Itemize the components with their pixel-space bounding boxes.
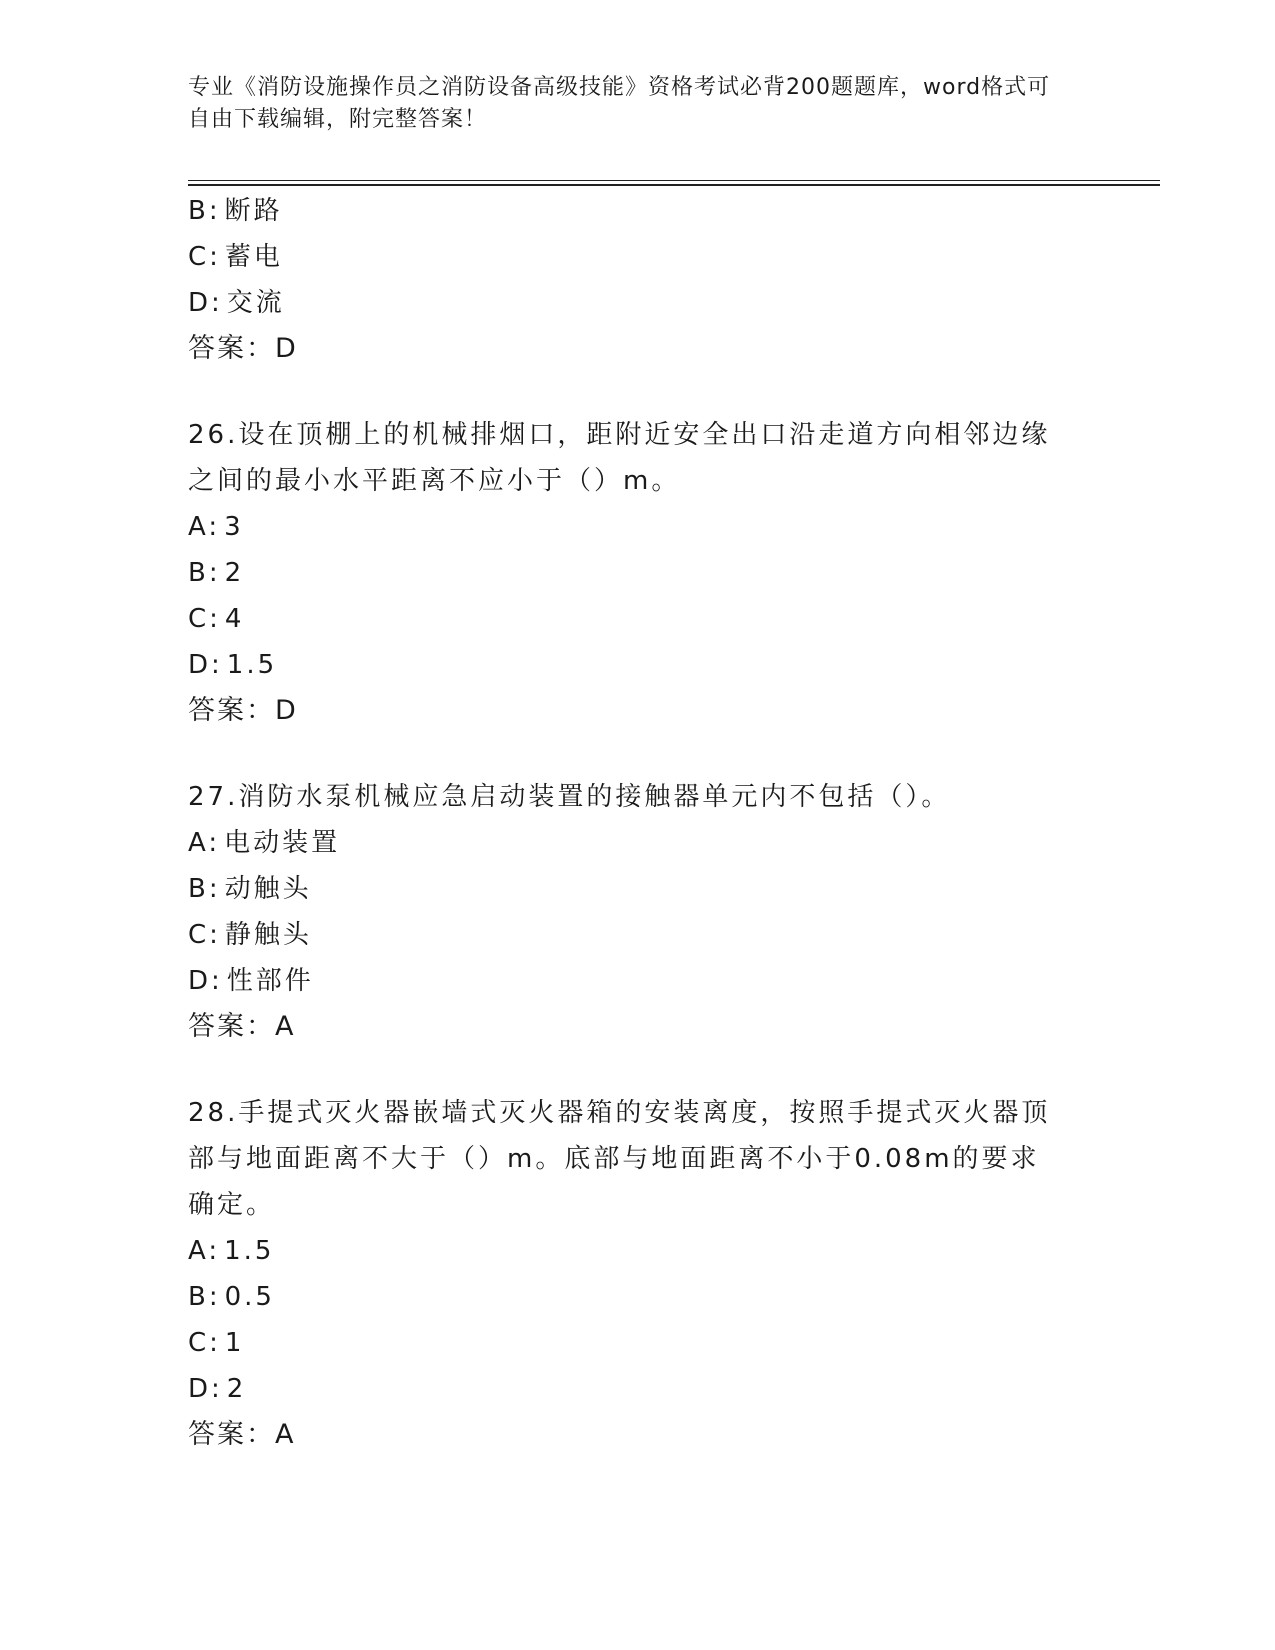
answer-line: 答案：A [188,1011,296,1042]
option-text: 1.5 [226,650,278,680]
option-c [188,234,1088,280]
option-text: 1.5 [224,1236,275,1266]
option-b [188,1274,1088,1320]
question-26 [188,412,1088,734]
previous-question-tail [188,188,1088,372]
option-text: 2 [226,1374,247,1404]
option-label: C: [188,242,221,272]
option-c [188,1320,1088,1366]
option-text: 3 [224,512,244,542]
header-divider-thick [188,184,1160,186]
answer-line: 答案：D [188,695,298,726]
option-b [188,550,1088,596]
option-d [188,1366,1088,1412]
option-text: 交流 [226,288,285,318]
question-text: 28.手提式灭火器嵌墙式灭火器箱的安装离度，按照手提式灭火器顶部与地面距离不大于（）m。底部与地面距离不小于0.08m的要求确定。 [188,1098,1051,1220]
question-list [188,188,1088,1458]
option-a [188,504,1088,550]
option-label: C: [188,604,221,634]
option-label: B: [188,874,221,904]
option-c [188,912,1088,958]
option-text: 0.5 [224,1282,275,1312]
option-text: 性部件 [226,966,314,996]
option-d [188,642,1088,688]
option-c [188,596,1088,642]
question-text: 27.消防水泵机械应急启动装置的接触器单元内不包括（）。 [188,782,951,812]
option-label: D: [188,1374,223,1404]
option-label: B: [188,196,221,226]
option-label: C: [188,920,221,950]
option-d [188,958,1088,1004]
option-label: A: [188,828,221,858]
option-b [188,188,1088,234]
answer-line: 答案：D [188,333,298,364]
option-label: C: [188,1328,221,1358]
option-label: B: [188,1282,221,1312]
option-text: 1 [224,1328,245,1358]
option-d [188,280,1088,326]
option-label: B: [188,558,221,588]
option-a [188,820,1088,866]
option-label: D: [188,288,223,318]
option-label: A: [188,1236,221,1266]
option-text: 4 [224,604,245,634]
option-text: 2 [224,558,245,588]
option-text: 蓄电 [224,242,283,272]
option-label: D: [188,650,223,680]
option-label: A: [188,512,221,542]
answer-line: 答案：A [188,1419,296,1450]
document-header: 专业《消防设施操作员之消防设备高级技能》资格考试必背200题题库，word格式可自由下载编辑，附完整答案！ [188,75,1051,132]
question-text: 26.设在顶棚上的机械排烟口，距附近安全出口沿走道方向相邻边缘之间的最小水平距离不应小于（）m。 [188,420,1051,496]
option-text: 动触头 [224,874,312,904]
option-text: 静触头 [224,920,312,950]
option-text: 断路 [224,196,283,226]
header-divider-thin [188,180,1160,181]
option-label: D: [188,966,223,996]
option-a [188,1228,1088,1274]
question-28 [188,1090,1088,1458]
option-text: 电动装置 [224,828,341,858]
question-27 [188,774,1088,1050]
option-b [188,866,1088,912]
